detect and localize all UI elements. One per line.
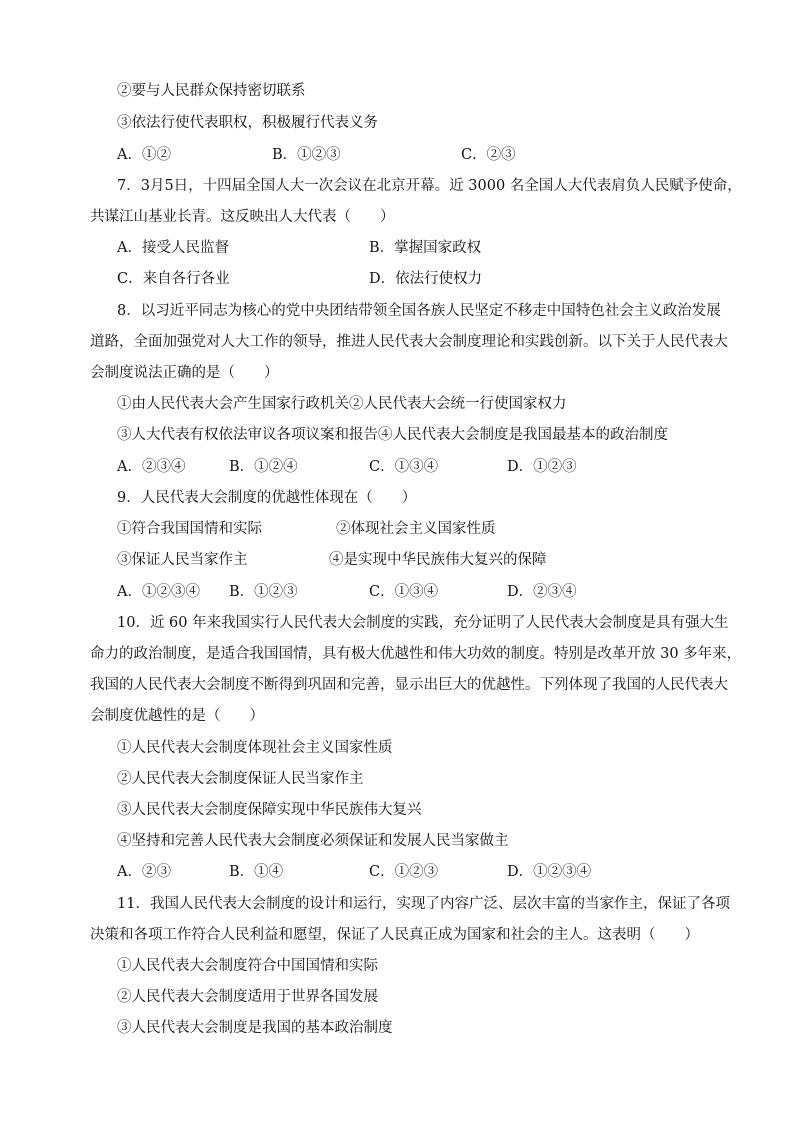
q9-option-a: A．①②③④ [117,584,200,600]
q6-item-2: ②要与人民群众保持密切联系 [117,83,306,99]
q6-option-b: B．①②③ [272,147,341,163]
q10-item-2: ②人民代表大会制度保证人民当家作主 [117,771,364,787]
q9-item-1: ①符合我国国情和实际 [117,521,262,537]
q11-stem-line-1: 11．我国人民代表大会制度的设计和运行，实现了内容广泛、层次丰富的当家作主，保证了各项 [117,896,730,912]
q11-stem-line-2: 决策和各项工作符合人民利益和愿望，保证了人民真正成为国家和社会的主人。这表明（ ） [90,927,699,943]
q7-option-b: B．掌握国家政权 [369,240,482,256]
q10-option-a: A．②③ [117,864,171,880]
q9-option-b: B．①②③ [229,584,298,600]
q11-item-2: ②人民代表大会制度适用于世界各国发展 [117,989,378,1005]
q7-option-c: C．来自各行各业 [117,271,230,287]
q8-item-line-2: ③人大代表有权依法审议各项议案和报告④人民代表大会制度是我国最基本的政治制度 [117,427,668,443]
q7-option-d: D．依法行使权力 [369,271,483,287]
q8-option-c: C．①③④ [369,459,439,475]
q10-stem-line-4: 会制度优越性的是（ ） [90,708,264,724]
q9-item-4: ④是实现中华民族伟大复兴的保障 [329,552,547,568]
q10-option-d: D．①②③④ [507,864,592,880]
q10-item-1: ①人民代表大会制度体现社会主义国家性质 [117,740,393,756]
q7-option-a: A．接受人民监督 [117,240,229,256]
q6-option-a: A．①② [117,147,171,163]
q9-stem-line-1: 9．人民代表大会制度的优越性体现在（ ） [117,490,417,506]
q6-option-c: C．②③ [461,147,516,163]
q9-option-d: D．②③④ [507,584,577,600]
q8-option-d: D．①②③ [507,459,577,475]
q10-item-3: ③人民代表大会制度保障实现中华民族伟大复兴 [117,802,422,818]
q10-stem-line-1: 10．近 60 年来我国实行人民代表大会制度的实践，充分证明了人民代表大会制度是具有强大生 [117,615,729,631]
q7-stem-line-1: 7．3月5日，十四届全国人大一次会议在北京开幕。近 3000 名全国人大代表肩负人民赋予使命， [117,178,742,194]
q8-option-a: A．②③④ [117,459,186,475]
q10-item-4: ④坚持和完善人民代表大会制度必须保证和发展人民当家做主 [117,833,509,849]
q11-item-3: ③人民代表大会制度是我国的基本政治制度 [117,1020,393,1036]
q8-stem-line-3: 会制度说法正确的是（ ） [90,365,279,381]
q9-item-2: ②体现社会主义国家性质 [336,521,496,537]
q8-stem-line-2: 道路，全面加强党对人大工作的领导，推进人民代表大会制度理论和实践创新。以下关于人民代表大 [90,334,728,350]
q11-item-1: ①人民代表大会制度符合中国国情和实际 [117,958,378,974]
q9-option-c: C．①③④ [369,584,439,600]
q8-item-line-1: ①由人民代表大会产生国家行政机关②人民代表大会统一行使国家权力 [117,396,567,412]
q10-option-c: C．①②③ [369,864,439,880]
q6-item-3: ③依法行使代表职权，积极履行代表义务 [117,115,378,131]
q10-stem-line-3: 我国的人民代表大会制度不断得到巩固和完善，显示出巨大的优越性。下列体现了我国的人民代表大 [90,677,728,693]
q10-stem-line-2: 命力的政治制度，是适合我国国情，具有极大优越性和伟大功效的制度。特别是改革开放 30 多年来， [90,646,742,662]
q8-option-b: B．①②④ [229,459,298,475]
q9-item-3: ③保证人民当家作主 [117,552,248,568]
q7-stem-line-2: 共谋江山基业长青。这反映出人大代表（ ） [90,209,395,225]
q8-stem-line-1: 8．以习近平同志为核心的党中央团结带领全国各族人民坚定不移走中国特色社会主义政治发展 [117,303,721,319]
q10-option-b: B．①④ [229,864,284,880]
